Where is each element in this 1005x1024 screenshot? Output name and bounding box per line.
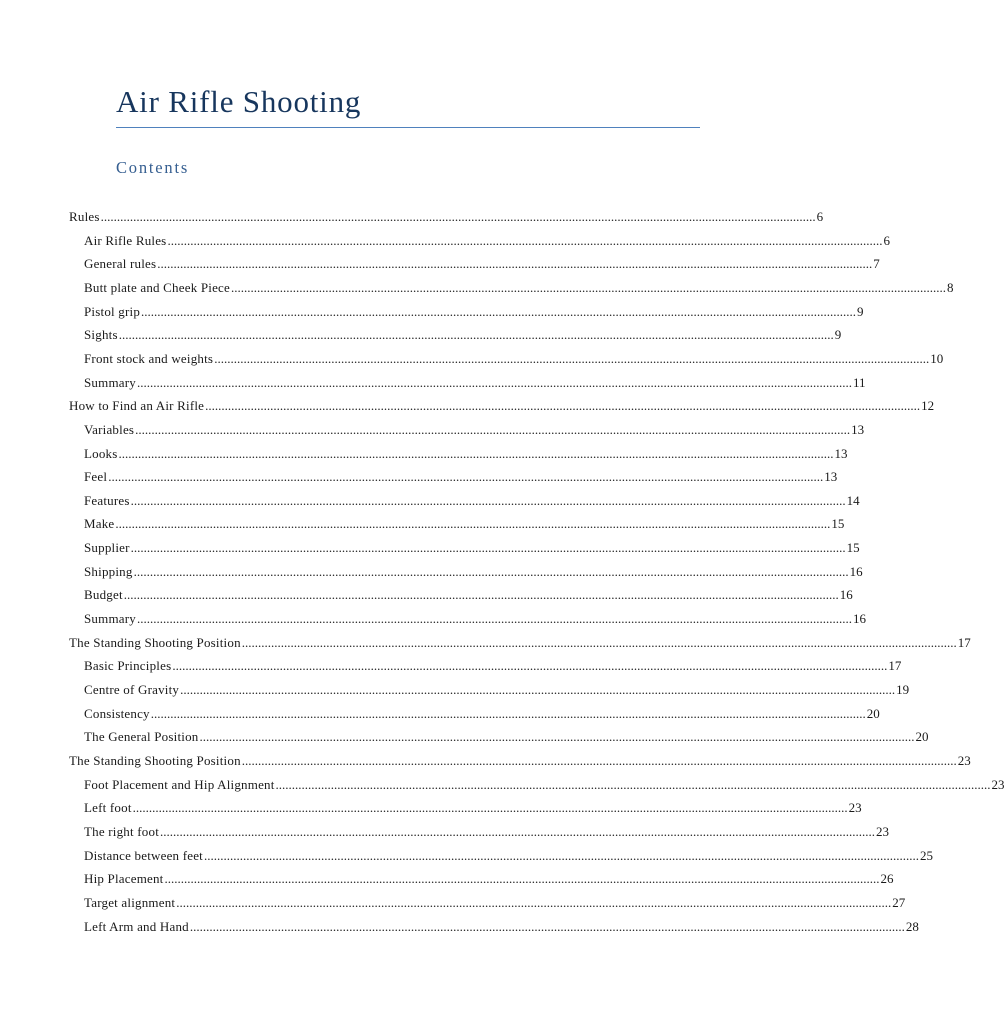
toc-entry-label: The Standing Shooting Position: [69, 634, 241, 650]
toc-entry[interactable]: [84, 775, 1005, 795]
toc-leader-dots: ............................................................................................................................................................................................................................: [160, 823, 876, 839]
toc-leader-dots: ............................................................................................................................................................................................................................: [115, 516, 831, 532]
toc-leader-dots: ............................................................................................................................................................................................................................: [203, 847, 919, 863]
toc-entry[interactable]: [84, 893, 906, 913]
toc-entry-label: Left Arm and Hand: [84, 918, 189, 934]
toc-entry-page-number: 11: [852, 374, 866, 390]
toc-leader-dots: ............................................................................................................................................................................................................................: [136, 374, 852, 390]
toc-leader-dots: ............................................................................................................................................................................................................................: [241, 752, 957, 768]
toc-entry-label: Variables: [84, 421, 135, 437]
toc-leader-dots: ............................................................................................................................................................................................................................: [172, 658, 888, 674]
toc-entry-page-number: 23: [848, 800, 862, 816]
toc-entry-page-number: 6: [816, 209, 824, 224]
toc-entry-label: Target alignment: [84, 894, 176, 910]
toc-entry-label: Looks: [84, 445, 118, 461]
toc-leader-dots: ............................................................................................................................................................................................................................: [214, 350, 930, 366]
title-underline: [116, 127, 700, 128]
toc-leader-dots: ............................................................................................................................................................................................................................: [199, 729, 915, 745]
toc-entry-page-number: 13: [851, 421, 865, 437]
toc-entry-page-number: 28: [905, 918, 919, 934]
toc-entry[interactable]: [84, 373, 866, 393]
toc-leader-dots: ............................................................................................................................................................................................................................: [275, 776, 991, 792]
toc-entry[interactable]: [84, 254, 880, 274]
toc-leader-dots: ............................................................................................................................................................................................................................: [150, 705, 866, 721]
toc-entry-page-number: 27: [892, 894, 906, 910]
toc-leader-dots: ............................................................................................................................................................................................................................: [132, 800, 848, 816]
toc-leader-dots: ............................................................................................................................................................................................................................: [231, 279, 946, 295]
toc-entry-label: Shipping: [84, 563, 133, 579]
toc-entry-label: Basic Principles: [84, 658, 172, 674]
toc-entry[interactable]: [84, 278, 954, 298]
toc-entry-page-number: 20: [866, 705, 880, 721]
toc-entry-page-number: 25: [919, 847, 933, 863]
toc-leader-dots: ............................................................................................................................................................................................................................: [108, 469, 824, 485]
toc-entry-page-number: 16: [849, 563, 863, 579]
toc-entry[interactable]: [84, 585, 853, 605]
toc-entry-page-number: 20: [915, 729, 929, 745]
toc-entry-page-number: 14: [846, 492, 860, 508]
toc-entry-label: Consistency: [84, 705, 150, 721]
toc-entry[interactable]: [84, 609, 866, 629]
toc-entry-page-number: 13: [824, 469, 838, 485]
toc-leader-dots: ............................................................................................................................................................................................................................: [205, 398, 921, 414]
toc-entry-page-number: 23: [991, 776, 1005, 792]
toc-entry[interactable]: [84, 444, 848, 464]
toc-entry-page-number: 17: [888, 658, 902, 674]
toc-entry-page-number: 15: [831, 516, 845, 532]
toc-entry-page-number: 7: [873, 256, 880, 272]
toc-entry-page-number: 17: [957, 634, 971, 650]
toc-entry[interactable]: [84, 917, 919, 937]
toc-entry[interactable]: [84, 798, 862, 818]
toc-leader-dots: ............................................................................................................................................................................................................................: [130, 492, 846, 508]
toc-entry-label: Budget: [84, 587, 123, 603]
toc-entry-label: Feel: [84, 469, 108, 485]
toc-leader-dots: ............................................................................................................................................................................................................................: [100, 209, 816, 224]
toc-entry[interactable]: [69, 207, 824, 227]
toc-entry-page-number: 12: [921, 398, 935, 414]
toc-entry-page-number: 9: [834, 327, 842, 343]
toc-leader-dots: ............................................................................................................................................................................................................................: [189, 918, 905, 934]
toc-entry[interactable]: [84, 680, 910, 700]
document-title: Air Rifle Shooting: [116, 84, 362, 119]
toc-entry[interactable]: [84, 822, 890, 842]
toc-leader-dots: ............................................................................................................................................................................................................................: [176, 894, 892, 910]
toc-entry-page-number: 19: [896, 682, 910, 697]
toc-entry[interactable]: [84, 491, 860, 511]
toc-entry[interactable]: [84, 420, 865, 440]
toc-entry[interactable]: [84, 656, 902, 676]
toc-entry-page-number: 23: [957, 752, 971, 768]
toc-entry[interactable]: [84, 846, 933, 866]
toc-entry[interactable]: [84, 704, 880, 724]
toc-leader-dots: ............................................................................................................................................................................................................................: [167, 232, 883, 248]
toc-entry[interactable]: [69, 633, 971, 653]
toc-leader-dots: ............................................................................................................................................................................................................................: [141, 303, 857, 319]
toc-entry[interactable]: [84, 467, 838, 487]
toc-entry-page-number: 16: [839, 587, 853, 603]
toc-entry-label: The right foot: [84, 823, 160, 839]
toc-entry-label: Pistol grip: [84, 303, 141, 319]
toc-entry[interactable]: [69, 751, 971, 771]
toc-leader-dots: ............................................................................................................................................................................................................................: [118, 445, 834, 461]
toc-entry[interactable]: [84, 538, 860, 558]
toc-leader-dots: ............................................................................................................................................................................................................................: [180, 682, 896, 697]
toc-entry[interactable]: [84, 562, 863, 582]
toc-entry-label: Features: [84, 492, 130, 508]
toc-leader-dots: ............................................................................................................................................................................................................................: [123, 587, 839, 603]
toc-entry[interactable]: [84, 349, 944, 369]
toc-leader-dots: ............................................................................................................................................................................................................................: [164, 871, 880, 887]
toc-entry[interactable]: [84, 727, 929, 747]
toc-entry-label: Rules: [69, 209, 100, 224]
toc-entry-label: Centre of Gravity: [84, 682, 180, 697]
toc-entry-label: Foot Placement and Hip Alignment: [84, 776, 275, 792]
toc-entry-label: Summary: [84, 374, 136, 390]
toc-entry-label: The General Position: [84, 729, 199, 745]
contents-heading: Contents: [116, 158, 190, 177]
toc-entry[interactable]: [84, 302, 864, 322]
toc-entry-label: Front stock and weights: [84, 350, 214, 366]
toc-entry[interactable]: [69, 396, 935, 416]
toc-entry-page-number: 15: [846, 540, 860, 556]
toc-entry-label: The Standing Shooting Position: [69, 752, 241, 768]
toc-entry-label: Sights: [84, 327, 118, 343]
toc-leader-dots: ............................................................................................................................................................................................................................: [133, 563, 849, 579]
toc-entry-label: Left foot: [84, 800, 132, 816]
toc-entry[interactable]: [84, 231, 890, 251]
toc-leader-dots: ............................................................................................................................................................................................................................: [130, 540, 846, 556]
toc-entry-page-number: 26: [880, 871, 894, 887]
toc-leader-dots: ............................................................................................................................................................................................................................: [157, 256, 873, 272]
toc-entry-page-number: 9: [857, 303, 864, 319]
toc-entry-label: Butt plate and Cheek Piece: [84, 279, 230, 295]
toc-leader-dots: ............................................................................................................................................................................................................................: [241, 634, 957, 650]
toc-entry-page-number: 23: [876, 823, 890, 839]
toc-leader-dots: ............................................................................................................................................................................................................................: [118, 327, 834, 343]
toc-entry-label: Make: [84, 516, 115, 532]
toc-entry[interactable]: [84, 325, 842, 345]
toc-entry-label: General rules: [84, 256, 157, 272]
toc-entry-label: How to Find an Air Rifle: [69, 398, 205, 414]
toc-entry-page-number: 6: [883, 232, 890, 248]
toc-entry[interactable]: [84, 514, 845, 534]
toc-leader-dots: ............................................................................................................................................................................................................................: [136, 611, 852, 627]
toc-entry-page-number: 16: [852, 611, 866, 627]
toc-entry-label: Hip Placement: [84, 871, 164, 887]
toc-entry[interactable]: [84, 869, 894, 889]
toc-leader-dots: ............................................................................................................................................................................................................................: [135, 421, 851, 437]
toc-entry-label: Supplier: [84, 540, 130, 556]
toc-entry-page-number: 10: [930, 350, 944, 366]
toc-entry-page-number: 13: [834, 445, 848, 461]
toc-entry-label: Summary: [84, 611, 136, 627]
toc-entry-label: Air Rifle Rules: [84, 232, 167, 248]
toc-entry-label: Distance between feet: [84, 847, 203, 863]
toc-entry-page-number: 8: [947, 279, 954, 295]
